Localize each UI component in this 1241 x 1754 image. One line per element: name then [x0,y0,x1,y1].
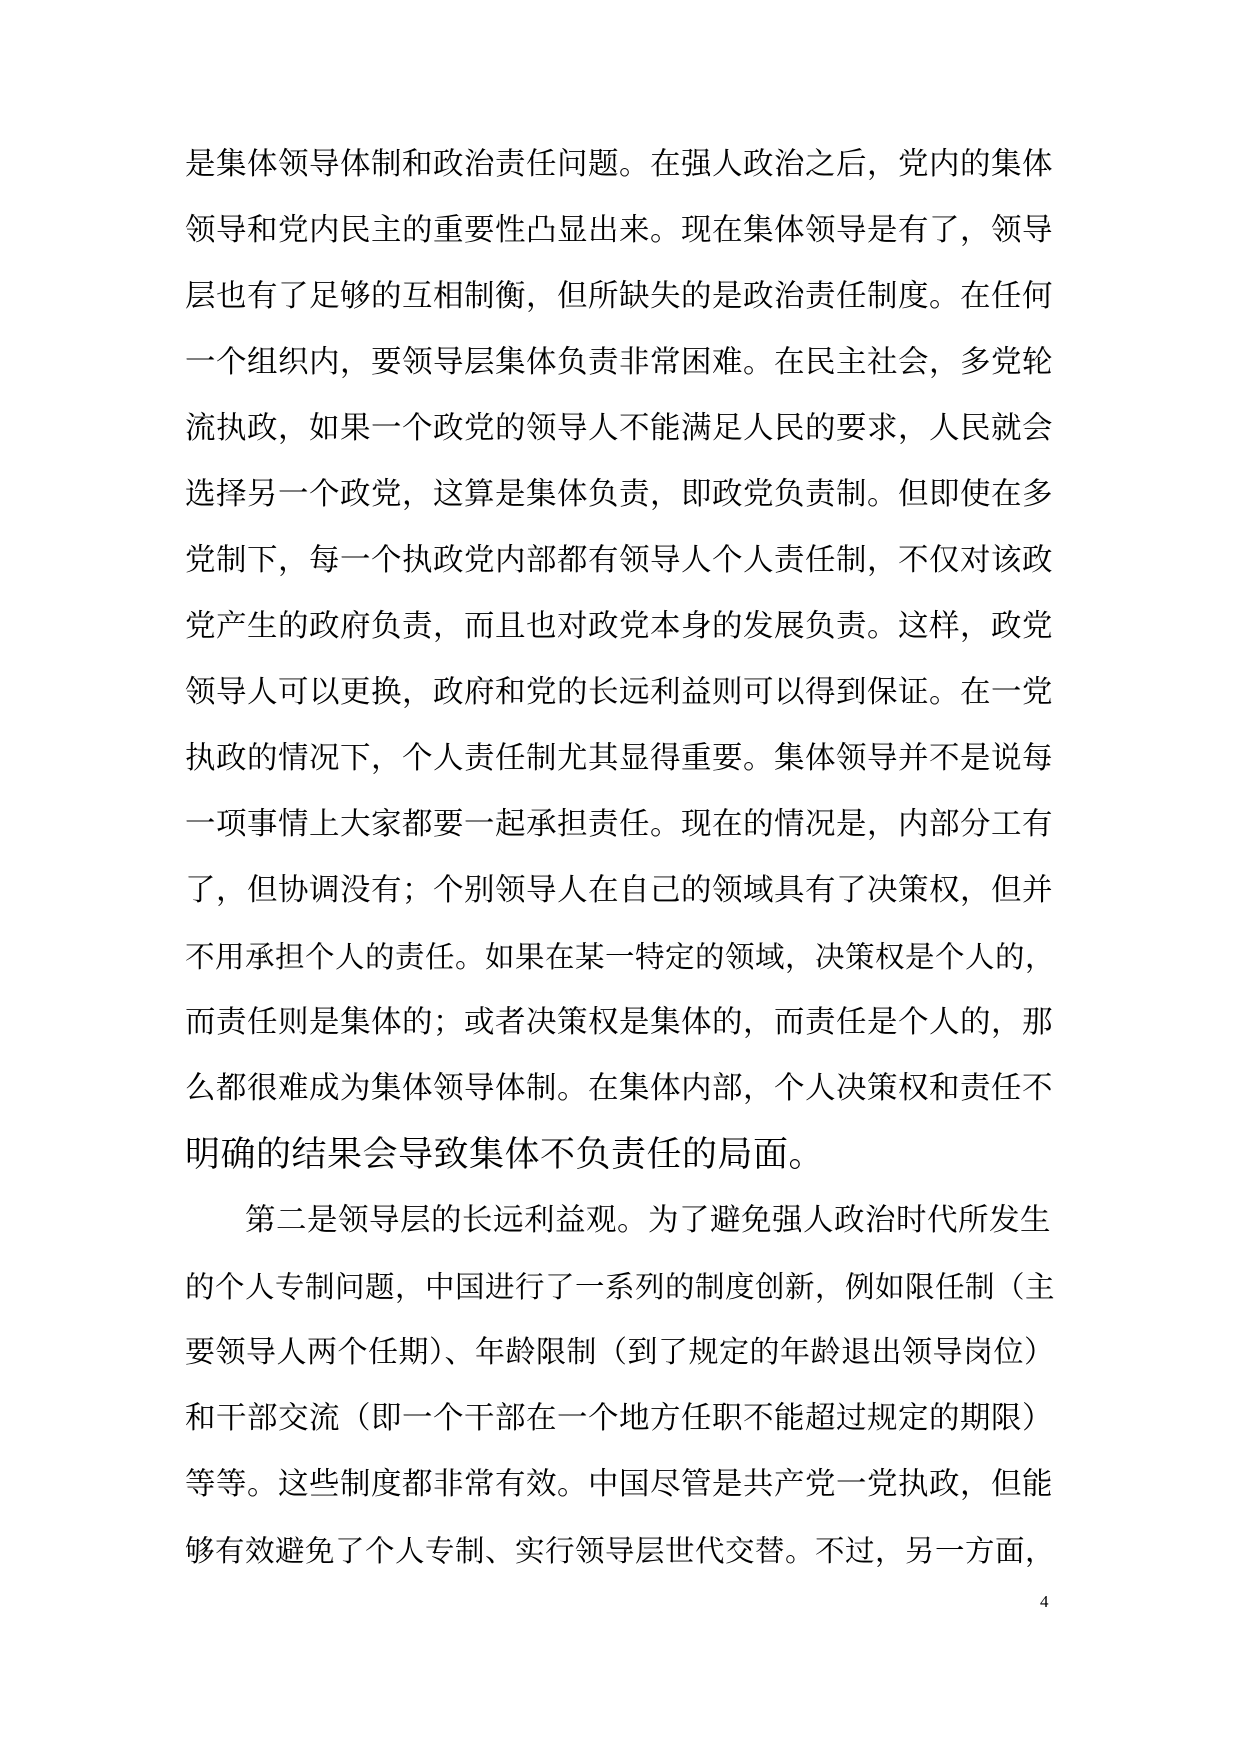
text-line: 够有效避免了个人专制、实行领导层世代交替。不过，另一方面， [185,1534,1056,1568]
text-line: 和干部交流（即一个干部在一个地方任职不能超过规定的期限） [185,1401,1053,1436]
text-line: 领导人可以更换，政府和党的长远利益则可以得到保证。在一党 [185,675,1053,710]
text-line: 层也有了足够的互相制衡，但所缺失的是政治责任制度。在任何 [185,279,1053,314]
text-line: 第二是领导层的长远利益观。为了避免强人政治时代所发生 [245,1203,1051,1238]
text-line: 一个组织内，要领导层集体负责非常困难。在民主社会，多党轮 [185,345,1053,380]
text-line: 了，但协调没有；个别领导人在自己的领域具有了决策权，但并 [185,873,1053,908]
page-number: 4 [1040,1592,1049,1611]
text-line: 等等。这些制度都非常有效。中国尽管是共产党一党执政，但能 [185,1467,1053,1502]
text-line: 是集体领导体制和政治责任问题。在强人政治之后，党内的集体 [185,147,1053,182]
text-line: 选择另一个政党，这算是集体负责，即政党负责制。但即使在多 [185,477,1053,512]
text-line: 一项事情上大家都要一起承担责任。现在的情况是，内部分工有 [185,807,1053,842]
text-line: 明确的结果会导致集体不负责任的局面。 [185,1135,825,1175]
text-line: 要领导人两个任期）、年龄限制（到了规定的年龄退出领导岗位） [185,1335,1055,1370]
text-line: 而责任则是集体的；或者决策权是集体的，而责任是个人的，那 [185,1005,1053,1040]
text-line: 不用承担个人的责任。如果在某一特定的领域，决策权是个人的， [185,940,1056,974]
text-line: 领导和党内民主的重要性凸显出来。现在集体领导是有了，领导 [185,213,1053,248]
text-line: 党制下，每一个执政党内部都有领导人个人责任制，不仅对该政 [185,543,1053,578]
text-line: 党产生的政府负责，而且也对政党本身的发展负责。这样，政党 [185,609,1053,644]
text-line: 的个人专制问题，中国进行了一系列的制度创新，例如限任制（主 [185,1270,1056,1304]
text-line: 执政的情况下，个人责任制尤其显得重要。集体领导并不是说每 [185,741,1053,776]
text-line: 流执政，如果一个政党的领导人不能满足人民的要求，人民就会 [185,411,1053,446]
text-line: 么都很难成为集体领导体制。在集体内部，个人决策权和责任不 [185,1071,1053,1106]
